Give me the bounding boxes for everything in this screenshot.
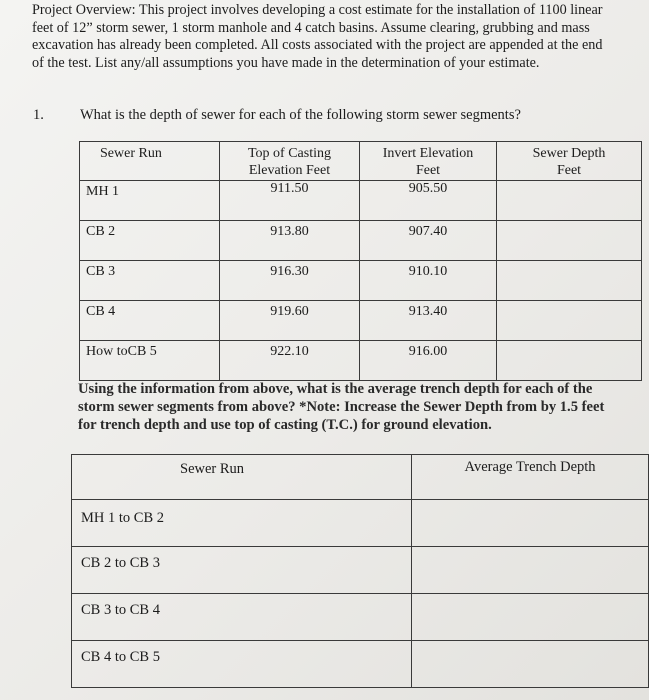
trench-depth-cell[interactable] (412, 594, 649, 641)
toc-cell: 916.30 (220, 261, 360, 301)
invert-cell: 913.40 (360, 301, 497, 341)
header-top-of-casting: Top of Casting Elevation Feet (220, 142, 360, 181)
trench-depth-table (71, 454, 649, 688)
table-row (80, 261, 642, 301)
depth-cell[interactable] (497, 181, 642, 221)
header-invert-elevation: Invert Elevation Feet (360, 142, 497, 181)
toc-cell: 911.50 (220, 181, 360, 221)
header-average-trench-depth: Average Trench Depth (412, 455, 649, 500)
segment-cell: CB 4 to CB 5 (72, 641, 412, 688)
table-row (72, 547, 649, 594)
toc-cell: 922.10 (220, 341, 360, 381)
question-text: What is the depth of sewer for each of the following storm sewer segments? (80, 107, 521, 123)
segment-cell: CB 3 to CB 4 (72, 594, 412, 641)
header-sewer-run: Sewer Run (72, 455, 412, 500)
table-header-row (72, 455, 649, 500)
table-row (72, 641, 649, 688)
trench-depth-cell[interactable] (412, 500, 649, 547)
header-sewer-depth: Sewer Depth Feet (497, 142, 642, 181)
question-number: 1. (33, 107, 44, 123)
project-overview: Project Overview: This project involves developing a cost estimate for the installation of 1100 linear feet of 12” storm sewer, 1 storm manhole and 4 catch basins. Assume clearing, grubbing and mass excavation has already been completed. All costs associated with the project are appended at the end of the test. List any/all assumptions you have made in the determination of your estimate. (32, 2, 603, 71)
invert-cell: 907.40 (360, 221, 497, 261)
run-cell: CB 3 (80, 261, 220, 301)
header-sewer-run: Sewer Run (80, 142, 220, 181)
toc-cell: 913.80 (220, 221, 360, 261)
table-row (72, 500, 649, 547)
table-row (80, 301, 642, 341)
trench-depth-instructions: Using the information from above, what is the average trench depth for each of the storm sewer segments from above? *Note: Increase the Sewer Depth from by 1.5 feet for trench depth and use top of casting (T.C.) for ground elevation. (78, 381, 605, 433)
table-row (80, 221, 642, 261)
invert-cell: 916.00 (360, 341, 497, 381)
invert-cell: 910.10 (360, 261, 497, 301)
trench-depth-cell[interactable] (412, 641, 649, 688)
run-cell: CB 2 (80, 221, 220, 261)
table-row (80, 181, 642, 221)
invert-cell: 905.50 (360, 181, 497, 221)
run-cell: How toCB 5 (80, 341, 220, 381)
depth-cell[interactable] (497, 261, 642, 301)
table-row (80, 341, 642, 381)
segment-cell: MH 1 to CB 2 (72, 500, 412, 547)
segment-cell: CB 2 to CB 3 (72, 547, 412, 594)
table-header-row (80, 142, 642, 181)
trench-depth-cell[interactable] (412, 547, 649, 594)
depth-cell[interactable] (497, 301, 642, 341)
depth-cell[interactable] (497, 221, 642, 261)
run-cell: CB 4 (80, 301, 220, 341)
toc-cell: 919.60 (220, 301, 360, 341)
run-cell: MH 1 (80, 181, 220, 221)
sewer-depth-table (79, 141, 642, 381)
depth-cell[interactable] (497, 341, 642, 381)
table-row (72, 594, 649, 641)
